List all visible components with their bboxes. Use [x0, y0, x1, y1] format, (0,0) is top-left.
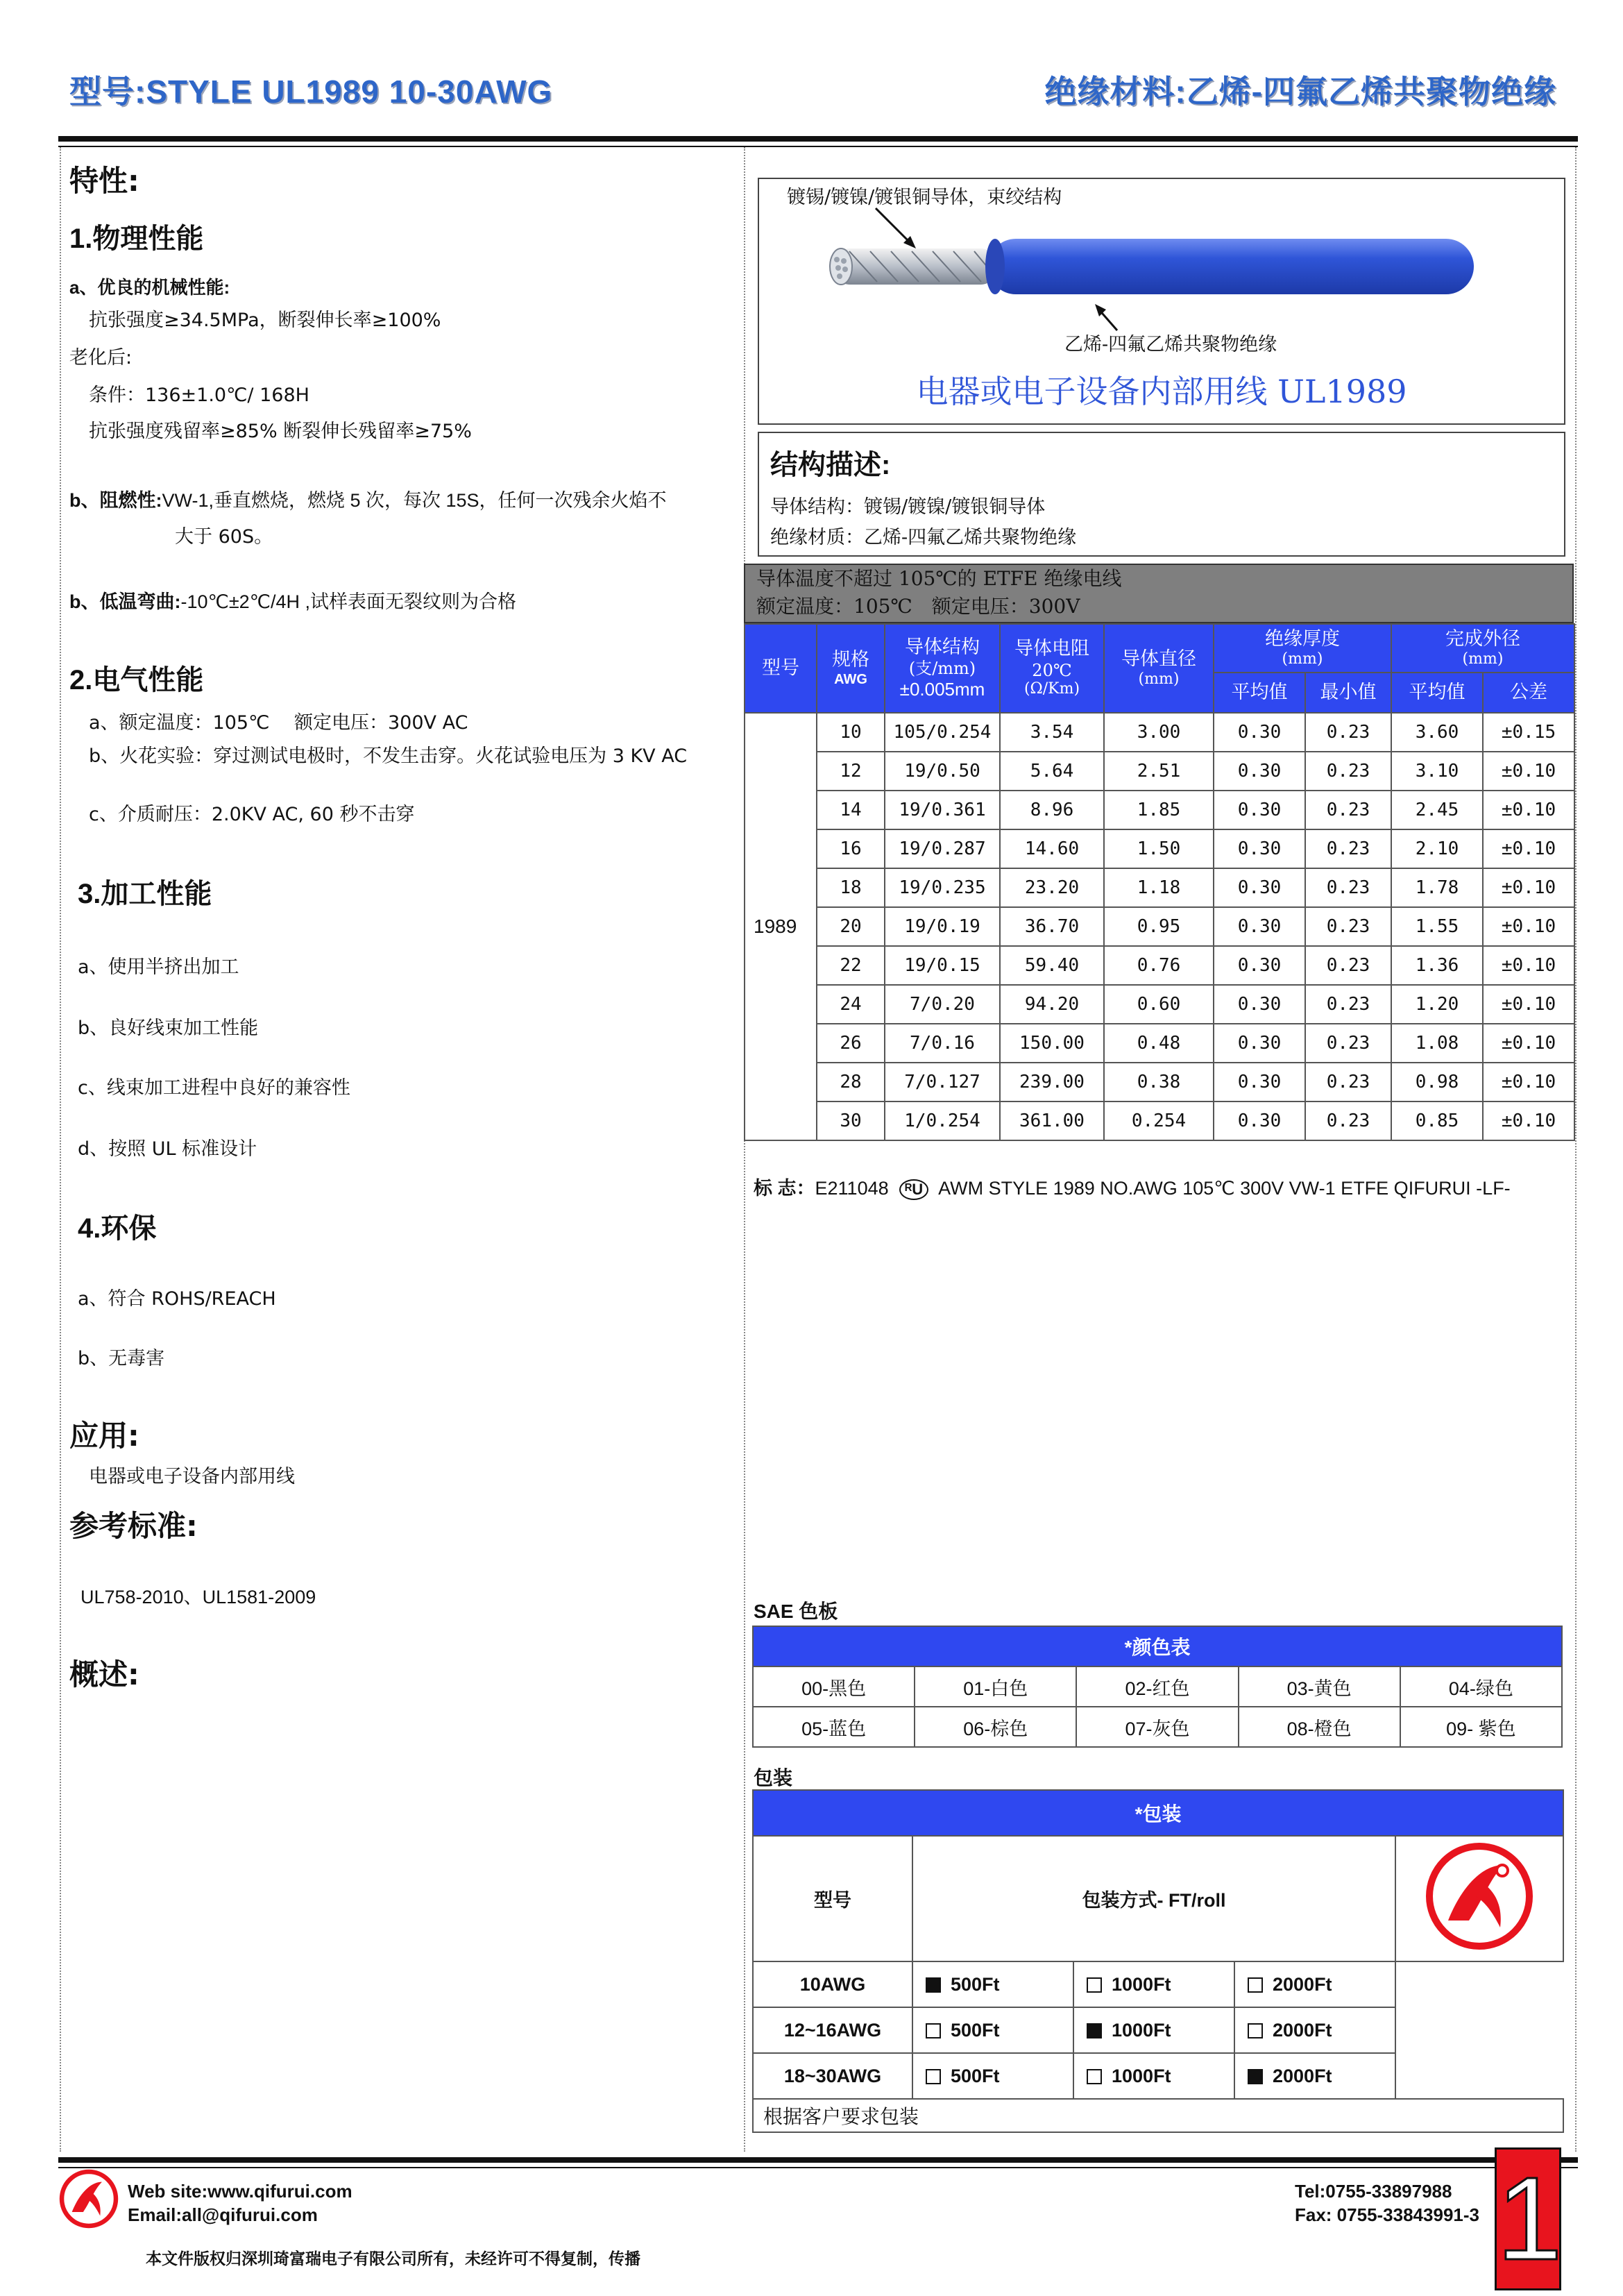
ul-recognized-icon: ᴿU [899, 1179, 928, 1200]
structure-heading: 结构描述: [770, 450, 891, 480]
spec-cell-awg: 26 [817, 1024, 885, 1063]
copyright-notice: 本文件版权归深圳琦富瑞电子有限公司所有，未经许可不得复制，传播 [146, 2250, 640, 2268]
spec-cell-res: 94.20 [1000, 985, 1104, 1024]
spec-cell-awg: 24 [817, 985, 885, 1024]
color-code-cell: 05-蓝色 [753, 1707, 915, 1747]
spec-cell-tol: ±0.10 [1483, 985, 1574, 1024]
flame-desc: VW-1,垂直燃烧，燃烧 5 次，每次 15S，任何一次残余火焰不 [162, 490, 667, 511]
col-ins-avg: 平均值 [1214, 673, 1305, 713]
footer-contact-right [1295, 2179, 1479, 2227]
packing-row [753, 2007, 1563, 2053]
spec-cell-struct: 19/0.361 [885, 791, 1000, 829]
footer-contact-left [128, 2179, 352, 2227]
spec-cell-res: 150.00 [1000, 1024, 1104, 1063]
overview-heading: 概述: [69, 1657, 139, 1691]
unchecked-box-icon [1248, 2023, 1263, 2038]
spec-cell-ins-avg: 0.30 [1214, 946, 1305, 985]
col-resistance: 导体电阻 20℃ (Ω/Km) [1000, 624, 1104, 713]
electrical-heading: 2.电气性能 [69, 665, 204, 695]
packing-option-label: 2000Ft [1273, 2065, 1332, 2086]
packing-option [1073, 1961, 1234, 2007]
col-od: 完成外径 (mm) [1391, 624, 1574, 673]
spec-cell-dia: 0.95 [1104, 907, 1214, 946]
flame-label: b、阻燃性: [69, 490, 162, 511]
color-code-cell: 09- 紫色 [1400, 1707, 1562, 1747]
company-logo [1420, 1837, 1538, 1955]
structure-insulation: 绝缘材质：乙烯-四氟乙烯共聚物绝缘 [770, 527, 1077, 548]
spec-cell-res: 3.54 [1000, 713, 1104, 752]
spec-cell-struct: 19/0.235 [885, 868, 1000, 907]
sae-title: SAE 色板 [754, 1601, 838, 1622]
spec-cell-ins-avg: 0.30 [1214, 1063, 1305, 1101]
flame-desc2: 大于 60S。 [175, 526, 273, 548]
spec-cell-struct: 7/0.20 [885, 985, 1000, 1024]
spec-cell-struct: 105/0.254 [885, 713, 1000, 752]
spec-cell-res: 8.96 [1000, 791, 1104, 829]
fax-number: Fax: 0755-33843991-3 [1295, 2204, 1479, 2225]
email-link[interactable]: Email:all@qifurui.com [128, 2204, 318, 2225]
dielectric: c、介质耐压：2.0KV AC, 60 秒不击穿 [89, 804, 415, 825]
spec-cell-awg: 16 [817, 829, 885, 868]
standard-text: UL758-2010、UL1581-2009 [80, 1587, 316, 1607]
spec-row [745, 752, 1574, 791]
company-logo-cell [1395, 1836, 1563, 1961]
spec-cell-tol: ±0.10 [1483, 1063, 1574, 1101]
spec-cell-tol: ±0.10 [1483, 752, 1574, 791]
spec-cell-res: 23.20 [1000, 868, 1104, 907]
structure-conductor: 导体结构：镀锡/镀镍/镀银铜导体 [770, 496, 1046, 518]
color-table-head: *颜色表 [753, 1626, 1562, 1666]
spec-cell-res: 14.60 [1000, 829, 1104, 868]
page-frame-right [1575, 147, 1577, 2152]
footer-rule-thin [58, 2167, 1578, 2168]
spec-cell-dia: 0.38 [1104, 1063, 1214, 1101]
spec-cell-res: 361.00 [1000, 1101, 1104, 1140]
packing-head: *包装 [753, 1790, 1563, 1836]
spec-cell-awg: 14 [817, 791, 885, 829]
spec-cell-awg: 20 [817, 907, 885, 946]
spec-cell-struct: 7/0.16 [885, 1024, 1000, 1063]
color-code-cell: 02-红色 [1076, 1666, 1238, 1707]
spec-cell-awg: 18 [817, 868, 885, 907]
spec-cell-od: 0.98 [1391, 1063, 1483, 1101]
packing-col-method: 包装方式- FT/roll [912, 1836, 1395, 1961]
standard-heading: 参考标准: [69, 1509, 198, 1543]
aging-retention: 抗张强度残留率≥85% 断裂伸长残留率≥75% [89, 421, 472, 442]
spec-cell-tol: ±0.10 [1483, 1101, 1574, 1140]
marking-post: AWM STYLE 1989 NO.AWG 105℃ 300V VW-1 ETFE QIFURUI -LF- [938, 1178, 1511, 1199]
unchecked-box-icon [1087, 1977, 1102, 1993]
header-rule-thin [58, 146, 1578, 147]
col-ins-min: 最小值 [1305, 673, 1391, 713]
spec-row [745, 907, 1574, 946]
tel-number: Tel:0755-33897988 [1295, 2181, 1452, 2202]
spec-row [745, 1024, 1574, 1063]
rating-line2: 额定温度：105℃ 额定电压：300V [756, 595, 1080, 618]
unchecked-box-icon [1248, 1977, 1263, 1993]
spec-cell-ins-avg: 0.30 [1214, 752, 1305, 791]
spark-test: b、火花实验：穿过测试电极时，不发生击穿。火花试验电压为 3 KV AC [89, 745, 688, 767]
physical-heading: 1.物理性能 [69, 223, 204, 254]
page-frame-left [60, 147, 61, 2152]
rating-line1: 导体温度不超过 105℃的 ETFE 绝缘电线 [756, 567, 1122, 590]
footer-rule [58, 2157, 1578, 2163]
column-divider [744, 147, 745, 2152]
spec-cell-ins-avg: 0.30 [1214, 713, 1305, 752]
unchecked-box-icon [1087, 2069, 1102, 2084]
conductor-label: 镀锡/镀镍/镀银铜导体，束绞结构 [787, 187, 1062, 208]
col-od-avg: 平均值 [1391, 673, 1483, 713]
features-heading: 特性: [69, 164, 139, 198]
col-model: 型号 [745, 624, 817, 713]
physical-section [69, 273, 230, 299]
spec-row [745, 829, 1574, 868]
spec-cell-ins-avg: 0.30 [1214, 985, 1305, 1024]
spec-cell-res: 36.70 [1000, 907, 1104, 946]
color-code-cell: 04-绿色 [1400, 1666, 1562, 1707]
env-b: b、无毒害 [78, 1348, 165, 1369]
packing-option-label: 500Ft [951, 1973, 1000, 1995]
insulation-jacket [988, 239, 1474, 294]
spec-cell-ins-min: 0.23 [1305, 1101, 1391, 1140]
application-heading: 应用: [69, 1419, 139, 1453]
spec-cell-dia: 2.51 [1104, 752, 1214, 791]
spec-cell-od: 1.20 [1391, 985, 1483, 1024]
packing-option-label: 2000Ft [1273, 1973, 1332, 1995]
col-size: 规格 AWG [817, 624, 885, 713]
checked-box-icon [926, 1977, 941, 1993]
spec-cell-ins-min: 0.23 [1305, 713, 1391, 752]
spec-cell-res: 239.00 [1000, 1063, 1104, 1101]
spec-cell-dia: 0.60 [1104, 985, 1214, 1024]
spec-cell-tol: ±0.10 [1483, 791, 1574, 829]
spec-cell-res: 5.64 [1000, 752, 1104, 791]
env-a: a、符合 ROHS/REACH [78, 1288, 276, 1310]
rating-bar [744, 564, 1574, 623]
conductor-strands [832, 248, 999, 285]
col-insulation: 绝缘厚度 (mm) [1214, 624, 1391, 673]
spec-row [745, 791, 1574, 829]
spec-cell-res: 59.40 [1000, 946, 1104, 985]
spec-cell-od: 1.36 [1391, 946, 1483, 985]
processing-heading: 3.加工性能 [78, 879, 212, 909]
page-number: 1 [1495, 2147, 1561, 2290]
packing-model: 10AWG [753, 1961, 912, 2007]
spec-cell-struct: 19/0.15 [885, 946, 1000, 985]
spec-row [745, 985, 1574, 1024]
packing-row [753, 1961, 1563, 2007]
packing-option [1073, 2053, 1234, 2099]
color-code-cell: 08-橙色 [1239, 1707, 1400, 1747]
spec-cell-dia: 0.76 [1104, 946, 1214, 985]
processing-b: b、良好线束加工性能 [78, 1018, 259, 1039]
packing-model: 18~30AWG [753, 2053, 912, 2099]
tensile-text: 抗张强度≥34.5MPa，断裂伸长率≥100% [89, 310, 441, 331]
spec-cell-struct: 1/0.254 [885, 1101, 1000, 1140]
spec-cell-ins-min: 0.23 [1305, 791, 1391, 829]
processing-a: a、使用半挤出加工 [78, 956, 239, 978]
spec-cell-ins-min: 0.23 [1305, 1063, 1391, 1101]
color-table [752, 1626, 1563, 1748]
packing-option-label: 500Ft [951, 2019, 1000, 2041]
packing-col-model: 型号 [753, 1836, 912, 1961]
spec-cell-dia: 0.48 [1104, 1024, 1214, 1063]
packing-option [1234, 2007, 1395, 2053]
spec-cell-tol: ±0.10 [1483, 868, 1574, 907]
col-diameter: 导体直径 (mm) [1104, 624, 1214, 713]
spec-table [744, 623, 1575, 1141]
checked-box-icon [1087, 2023, 1102, 2038]
spec-cell-ins-min: 0.23 [1305, 1024, 1391, 1063]
spec-cell-od: 1.55 [1391, 907, 1483, 946]
spec-cell-awg: 22 [817, 946, 885, 985]
unchecked-box-icon [926, 2023, 941, 2038]
flame-text [69, 486, 736, 516]
packing-table [752, 1789, 1564, 2133]
model-title: 型号:STYLE UL1989 10-30AWG [69, 74, 553, 110]
spec-cell-ins-min: 0.23 [1305, 752, 1391, 791]
marking-pre: E211048 [815, 1178, 889, 1199]
cold-bend-label: b、低温弯曲: [69, 591, 181, 612]
spec-row [745, 1101, 1574, 1140]
aging-condition: 条件：136±1.0℃/ 168H [89, 385, 309, 406]
unchecked-box-icon [926, 2069, 941, 2084]
application-text: 电器或电子设备内部用线 [89, 1466, 295, 1487]
spec-cell-struct: 7/0.127 [885, 1063, 1000, 1101]
color-code-cell: 00-黑色 [753, 1666, 915, 1707]
website-link[interactable]: Web site:www.qifurui.com [128, 2181, 352, 2202]
color-code-cell: 07-灰色 [1076, 1707, 1238, 1747]
spec-cell-od: 2.45 [1391, 791, 1483, 829]
spec-cell-struct: 19/0.50 [885, 752, 1000, 791]
packing-title: 包装 [754, 1767, 793, 1789]
spec-cell-ins-avg: 0.30 [1214, 829, 1305, 868]
spec-cell-od: 3.10 [1391, 752, 1483, 791]
spec-cell-ins-avg: 0.30 [1214, 907, 1305, 946]
spec-cell-ins-min: 0.23 [1305, 829, 1391, 868]
color-code-cell: 06-棕色 [915, 1707, 1076, 1747]
spec-model-cell: 1989 [745, 713, 817, 1140]
packing-option [1073, 2007, 1234, 2053]
spec-cell-od: 1.78 [1391, 868, 1483, 907]
spec-cell-ins-min: 0.23 [1305, 946, 1391, 985]
spec-cell-ins-min: 0.23 [1305, 985, 1391, 1024]
spec-cell-od: 0.85 [1391, 1101, 1483, 1140]
col-od-tol: 公差 [1483, 673, 1574, 713]
checked-box-icon [1248, 2069, 1263, 2084]
insulation-title: 绝缘材料:乙烯-四氟乙烯共聚物绝缘 [1044, 74, 1556, 110]
color-code-cell: 01-白色 [915, 1666, 1076, 1707]
packing-option-label: 1000Ft [1112, 2065, 1171, 2086]
spec-row [745, 713, 1574, 752]
col-structure: 导体结构 (支/mm) ±0.005mm [885, 624, 1000, 713]
packing-option-label: 1000Ft [1112, 1973, 1171, 1995]
packing-option [912, 2053, 1073, 2099]
spec-cell-awg: 10 [817, 713, 885, 752]
packing-row [753, 2053, 1563, 2099]
spec-cell-ins-avg: 0.30 [1214, 1024, 1305, 1063]
spec-cell-dia: 1.50 [1104, 829, 1214, 868]
spec-cell-od: 2.10 [1391, 829, 1483, 868]
packing-option-label: 1000Ft [1112, 2019, 1171, 2041]
mechanical-title: a、优良的机械性能: [69, 277, 230, 298]
spec-cell-ins-avg: 0.30 [1214, 1101, 1305, 1140]
spec-cell-awg: 12 [817, 752, 885, 791]
spec-cell-dia: 1.18 [1104, 868, 1214, 907]
packing-note: 根据客户要求包装 [753, 2099, 1563, 2132]
spec-cell-ins-min: 0.23 [1305, 907, 1391, 946]
spec-row [745, 946, 1574, 985]
header-rule [58, 136, 1578, 142]
packing-option [1234, 1961, 1395, 2007]
spec-cell-dia: 0.254 [1104, 1101, 1214, 1140]
spec-row [745, 868, 1574, 907]
processing-d: d、按照 UL 标准设计 [78, 1138, 257, 1160]
spec-cell-tol: ±0.10 [1483, 829, 1574, 868]
spec-cell-ins-avg: 0.30 [1214, 791, 1305, 829]
spec-cell-awg: 28 [817, 1063, 885, 1101]
spec-cell-dia: 3.00 [1104, 713, 1214, 752]
footer-logo [57, 2167, 121, 2231]
spec-cell-od: 1.08 [1391, 1024, 1483, 1063]
env-heading: 4.环保 [78, 1213, 157, 1244]
electrical-rating: a、额定温度：105℃ 额定电压：300V AC [89, 712, 468, 734]
processing-c: c、线束加工进程中良好的兼容性 [78, 1077, 350, 1099]
spec-cell-ins-min: 0.23 [1305, 868, 1391, 907]
packing-model: 12~16AWG [753, 2007, 912, 2053]
packing-option [912, 1961, 1073, 2007]
spec-cell-struct: 19/0.19 [885, 907, 1000, 946]
color-code-cell: 03-黄色 [1239, 1666, 1400, 1707]
structure-box [758, 432, 1565, 557]
spec-cell-tol: ±0.10 [1483, 946, 1574, 985]
cold-bend-text [69, 587, 516, 617]
aging-label: 老化后: [69, 347, 133, 369]
cold-bend-desc: -10℃±2℃/4H ,试样表面无裂纹则为合格 [180, 591, 517, 612]
spec-cell-awg: 30 [817, 1101, 885, 1140]
wire-figure [758, 178, 1565, 425]
spec-cell-od: 3.60 [1391, 713, 1483, 752]
spec-cell-struct: 19/0.287 [885, 829, 1000, 868]
spec-row [745, 1063, 1574, 1101]
packing-option-label: 500Ft [951, 2065, 1000, 2086]
insulation-label: 乙烯-四氟乙烯共聚物绝缘 [1064, 334, 1277, 355]
spec-cell-ins-avg: 0.30 [1214, 868, 1305, 907]
packing-option [1234, 2053, 1395, 2099]
spec-cell-tol: ±0.15 [1483, 713, 1574, 752]
marking-label: 标 志： [754, 1178, 815, 1199]
spec-cell-tol: ±0.10 [1483, 907, 1574, 946]
marking-text [754, 1173, 1553, 1204]
packing-option-label: 2000Ft [1273, 2019, 1332, 2041]
spec-cell-dia: 1.85 [1104, 791, 1214, 829]
figure-caption: 电器或电子设备内部用线 UL1989 [916, 373, 1407, 410]
spec-cell-tol: ±0.10 [1483, 1024, 1574, 1063]
packing-option [912, 2007, 1073, 2053]
